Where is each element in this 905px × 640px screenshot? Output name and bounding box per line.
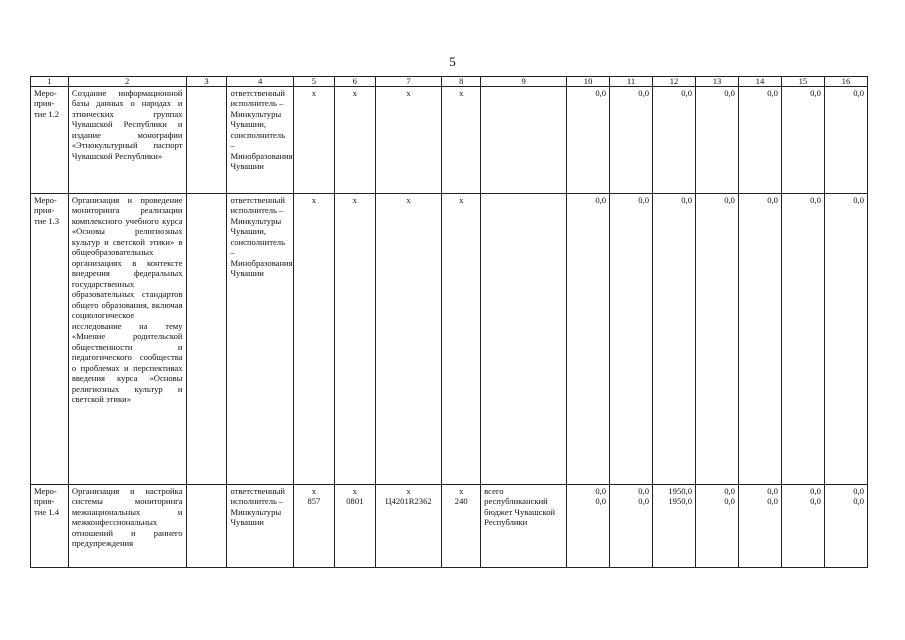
event-name-cell: Организация и настройка системы мониторинга межнациональных и межконфессиональных отношений и раннего предупреждения	[68, 485, 186, 568]
amount-cell	[781, 87, 824, 194]
page-number: 5	[449, 54, 456, 69]
empty-cell	[186, 194, 227, 485]
code-cell	[442, 87, 481, 194]
code-value: Ц4201R2362	[385, 496, 432, 507]
source-cell	[481, 194, 567, 485]
code-cell	[293, 87, 334, 194]
amount-value: 0,0	[810, 88, 821, 98]
event-number-cell: Меро-прия-тие 1.2	[31, 87, 69, 194]
code-value: x	[352, 486, 357, 496]
amount-cell	[653, 87, 696, 194]
amount-value: 0,0	[767, 88, 778, 98]
code-cell	[442, 194, 481, 485]
program-table	[30, 76, 868, 568]
source-cell	[481, 485, 567, 568]
amount-value: 0,0	[724, 486, 735, 496]
code-cell	[293, 485, 334, 568]
amount-value: 0,0	[853, 486, 864, 496]
column-header: 12	[653, 77, 696, 87]
amount-cell	[567, 87, 610, 194]
amount-value: 0,0	[681, 195, 692, 205]
amount-cell	[824, 485, 867, 568]
code-value: x	[352, 88, 357, 98]
amount-cell	[696, 194, 739, 485]
amount-cell	[610, 485, 653, 568]
amount-value: 0,0	[853, 195, 864, 205]
code-value: x	[459, 195, 464, 205]
amount-value: 0,0	[681, 88, 692, 98]
executor-cell: ответственный исполнитель – Минкультуры Чувашии, соисполнитель – Минобразования Чувашии	[227, 194, 294, 485]
amount-cell	[567, 194, 610, 485]
amount-value: 0,0	[724, 88, 735, 98]
executor-cell: ответственный исполнитель – Минкультуры Чувашии	[227, 485, 294, 568]
column-header: 5	[293, 77, 334, 87]
code-cell	[293, 194, 334, 485]
amount-value: 0,0	[595, 88, 607, 98]
column-header: 2	[68, 77, 186, 87]
amount-cell	[567, 485, 610, 568]
amount-value: 0,0	[595, 195, 607, 205]
event-name-cell: Организация и проведение мониторинга реализации комплексного учебного курса «Основы религиозных культур и светской этики» в общеобразовательных организациях в контексте внедрения федеральных государственных образовательных стандартов общего образования, включая социологическое исследование на тему «Мнение родительской общественности и педагогического сообщества о проблемах и перспективах введения курса «Основы религиозных культур и светской этики»	[68, 194, 186, 485]
table-row	[31, 87, 868, 194]
amount-cell	[824, 87, 867, 194]
code-value: x	[406, 195, 411, 205]
code-cell	[334, 87, 375, 194]
code-value: x	[311, 486, 317, 496]
source-cell	[481, 87, 567, 194]
amount-value: 0,0	[853, 496, 864, 507]
code-value: x	[459, 88, 464, 98]
amount-cell	[610, 87, 653, 194]
amount-value: 0,0	[767, 496, 778, 507]
code-value: 0801	[346, 496, 364, 507]
event-name-cell: Создание информационной базы данных о народах и этнических группах Чувашской Республики и издание монографии «Этнокультурный паспорт Чувашской Республики»	[68, 87, 186, 194]
table-row	[31, 194, 868, 485]
amount-cell	[738, 194, 781, 485]
source-value: всего	[484, 486, 504, 496]
code-cell	[375, 485, 442, 568]
amount-value: 0,0	[638, 195, 650, 205]
column-header: 14	[738, 77, 781, 87]
amount-value: 0,0	[810, 496, 821, 507]
code-value: 857	[307, 496, 321, 507]
column-header: 9	[481, 77, 567, 87]
column-header: 8	[442, 77, 481, 87]
event-number-cell: Меро-прия-тие 1.3	[31, 194, 69, 485]
code-value: x	[459, 486, 464, 496]
amount-value: 0,0	[595, 486, 607, 496]
code-cell	[375, 194, 442, 485]
amount-value: 0,0	[595, 496, 607, 507]
code-value: x	[311, 195, 317, 205]
amount-value: 1950,0	[668, 486, 692, 496]
amount-value: 1950,0	[668, 496, 692, 507]
source-value: республиканский бюджет Чувашской Республики	[484, 496, 556, 528]
amount-cell	[781, 194, 824, 485]
empty-cell	[186, 87, 227, 194]
executor-cell: ответственный исполнитель – Минкультуры Чувашии, соисполнитель – Минобразования Чувашии	[227, 87, 294, 194]
column-header: 13	[696, 77, 739, 87]
amount-cell	[653, 194, 696, 485]
empty-cell	[186, 485, 227, 568]
code-value: x	[406, 486, 411, 496]
code-cell	[334, 194, 375, 485]
code-value: x	[311, 88, 317, 98]
amount-cell	[610, 194, 653, 485]
code-value: x	[352, 195, 357, 205]
code-cell	[375, 87, 442, 194]
amount-cell	[738, 485, 781, 568]
amount-cell	[824, 194, 867, 485]
column-header: 6	[334, 77, 375, 87]
amount-value: 0,0	[638, 496, 650, 507]
amount-value: 0,0	[724, 496, 735, 507]
column-header: 4	[227, 77, 294, 87]
code-value: 240	[454, 496, 468, 507]
column-header: 1	[31, 77, 69, 87]
table-row	[31, 485, 868, 568]
amount-value: 0,0	[724, 195, 735, 205]
amount-value: 0,0	[853, 88, 864, 98]
column-header: 16	[824, 77, 867, 87]
code-cell	[442, 485, 481, 568]
event-number-cell: Меро-прия-тие 1.4	[31, 485, 69, 568]
amount-cell	[781, 485, 824, 568]
header-row	[31, 77, 868, 87]
amount-value: 0,0	[810, 486, 821, 496]
column-header: 11	[610, 77, 653, 87]
amount-value: 0,0	[767, 486, 778, 496]
amount-value: 0,0	[767, 195, 778, 205]
amount-value: 0,0	[810, 195, 821, 205]
amount-cell	[696, 87, 739, 194]
amount-cell	[653, 485, 696, 568]
column-header: 15	[781, 77, 824, 87]
amount-cell	[696, 485, 739, 568]
column-header: 10	[567, 77, 610, 87]
amount-value: 0,0	[638, 486, 650, 496]
column-header: 3	[186, 77, 227, 87]
column-header: 7	[375, 77, 442, 87]
code-value: x	[406, 88, 411, 98]
amount-cell	[738, 87, 781, 194]
amount-value: 0,0	[638, 88, 650, 98]
code-cell	[334, 485, 375, 568]
